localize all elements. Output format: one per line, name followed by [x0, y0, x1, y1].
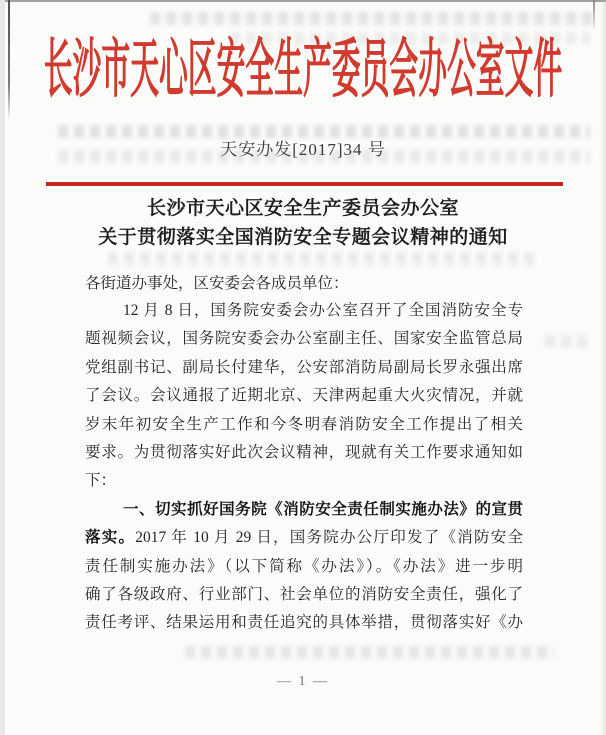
red-header-banner — [0, 34, 606, 106]
body-line: 责任考评、结果运用和责任追究的具体举措，贯彻落实好《办 — [85, 614, 523, 632]
scan-left-band — [0, 0, 5, 735]
bleed-through-artifact — [545, 335, 590, 348]
title-line-2: 关于贯彻落实全国消防安全专题会议精神的通知 — [98, 227, 508, 248]
body-line: 党组副书记、副局长付建华，公安部消防局副局长罗永强出席 — [85, 358, 523, 376]
bleed-through-artifact — [58, 125, 590, 138]
document-title — [0, 194, 606, 252]
body-line: 要求。为贯彻落实好此次会议精神，现就有关工作要求通知如 — [85, 443, 523, 461]
document-number: 天安办发[2017]34 号 — [220, 140, 386, 159]
bleed-through-artifact — [108, 252, 538, 265]
issuing-authority-banner-text: 长沙市天心区安全生产委员会办公室文件 — [43, 34, 563, 105]
body-line: 落实。2017 年 10 月 29 日，国务院办公厅印发了《消防安全 — [85, 529, 523, 547]
body-line: 责任制实施办法》（以下简称《办法》）。《办法》进一步明 — [85, 557, 523, 575]
body-line: 题视频会议，国务院安委会办公室副主任、国家安全监管总局 — [85, 330, 523, 348]
red-divider-line — [46, 182, 563, 186]
body-line: 一、切实抓好国务院《消防安全责任制实施办法》的宣贯 — [123, 500, 523, 518]
body-line: 岁末年初安全生产工作和今冬明春消防安全工作提出了相关 — [85, 415, 523, 433]
scan-right-band — [600, 0, 606, 735]
bleed-through-artifact — [185, 646, 555, 659]
body-line: 12 月 8 日，国务院安委会办公室召开了全国消防安全专 — [123, 302, 523, 319]
title-line-1: 长沙市天心区安全生产委员会办公室 — [146, 198, 459, 219]
page-number: — 1 — — [277, 674, 329, 689]
body-text — [85, 297, 523, 638]
scan-top-edge — [0, 0, 606, 2]
body-line: 下： — [85, 472, 117, 490]
bleed-through-artifact — [150, 12, 595, 25]
body-line: 确了各级政府、行业部门、社会单位的消防安全责任，强化了 — [85, 585, 523, 603]
body-line: 了会议。会议通报了近期北京、天津两起重大火灾情况，并就 — [85, 387, 523, 405]
salutation: 各街道办事处，区安委会各成员单位： — [85, 275, 349, 292]
